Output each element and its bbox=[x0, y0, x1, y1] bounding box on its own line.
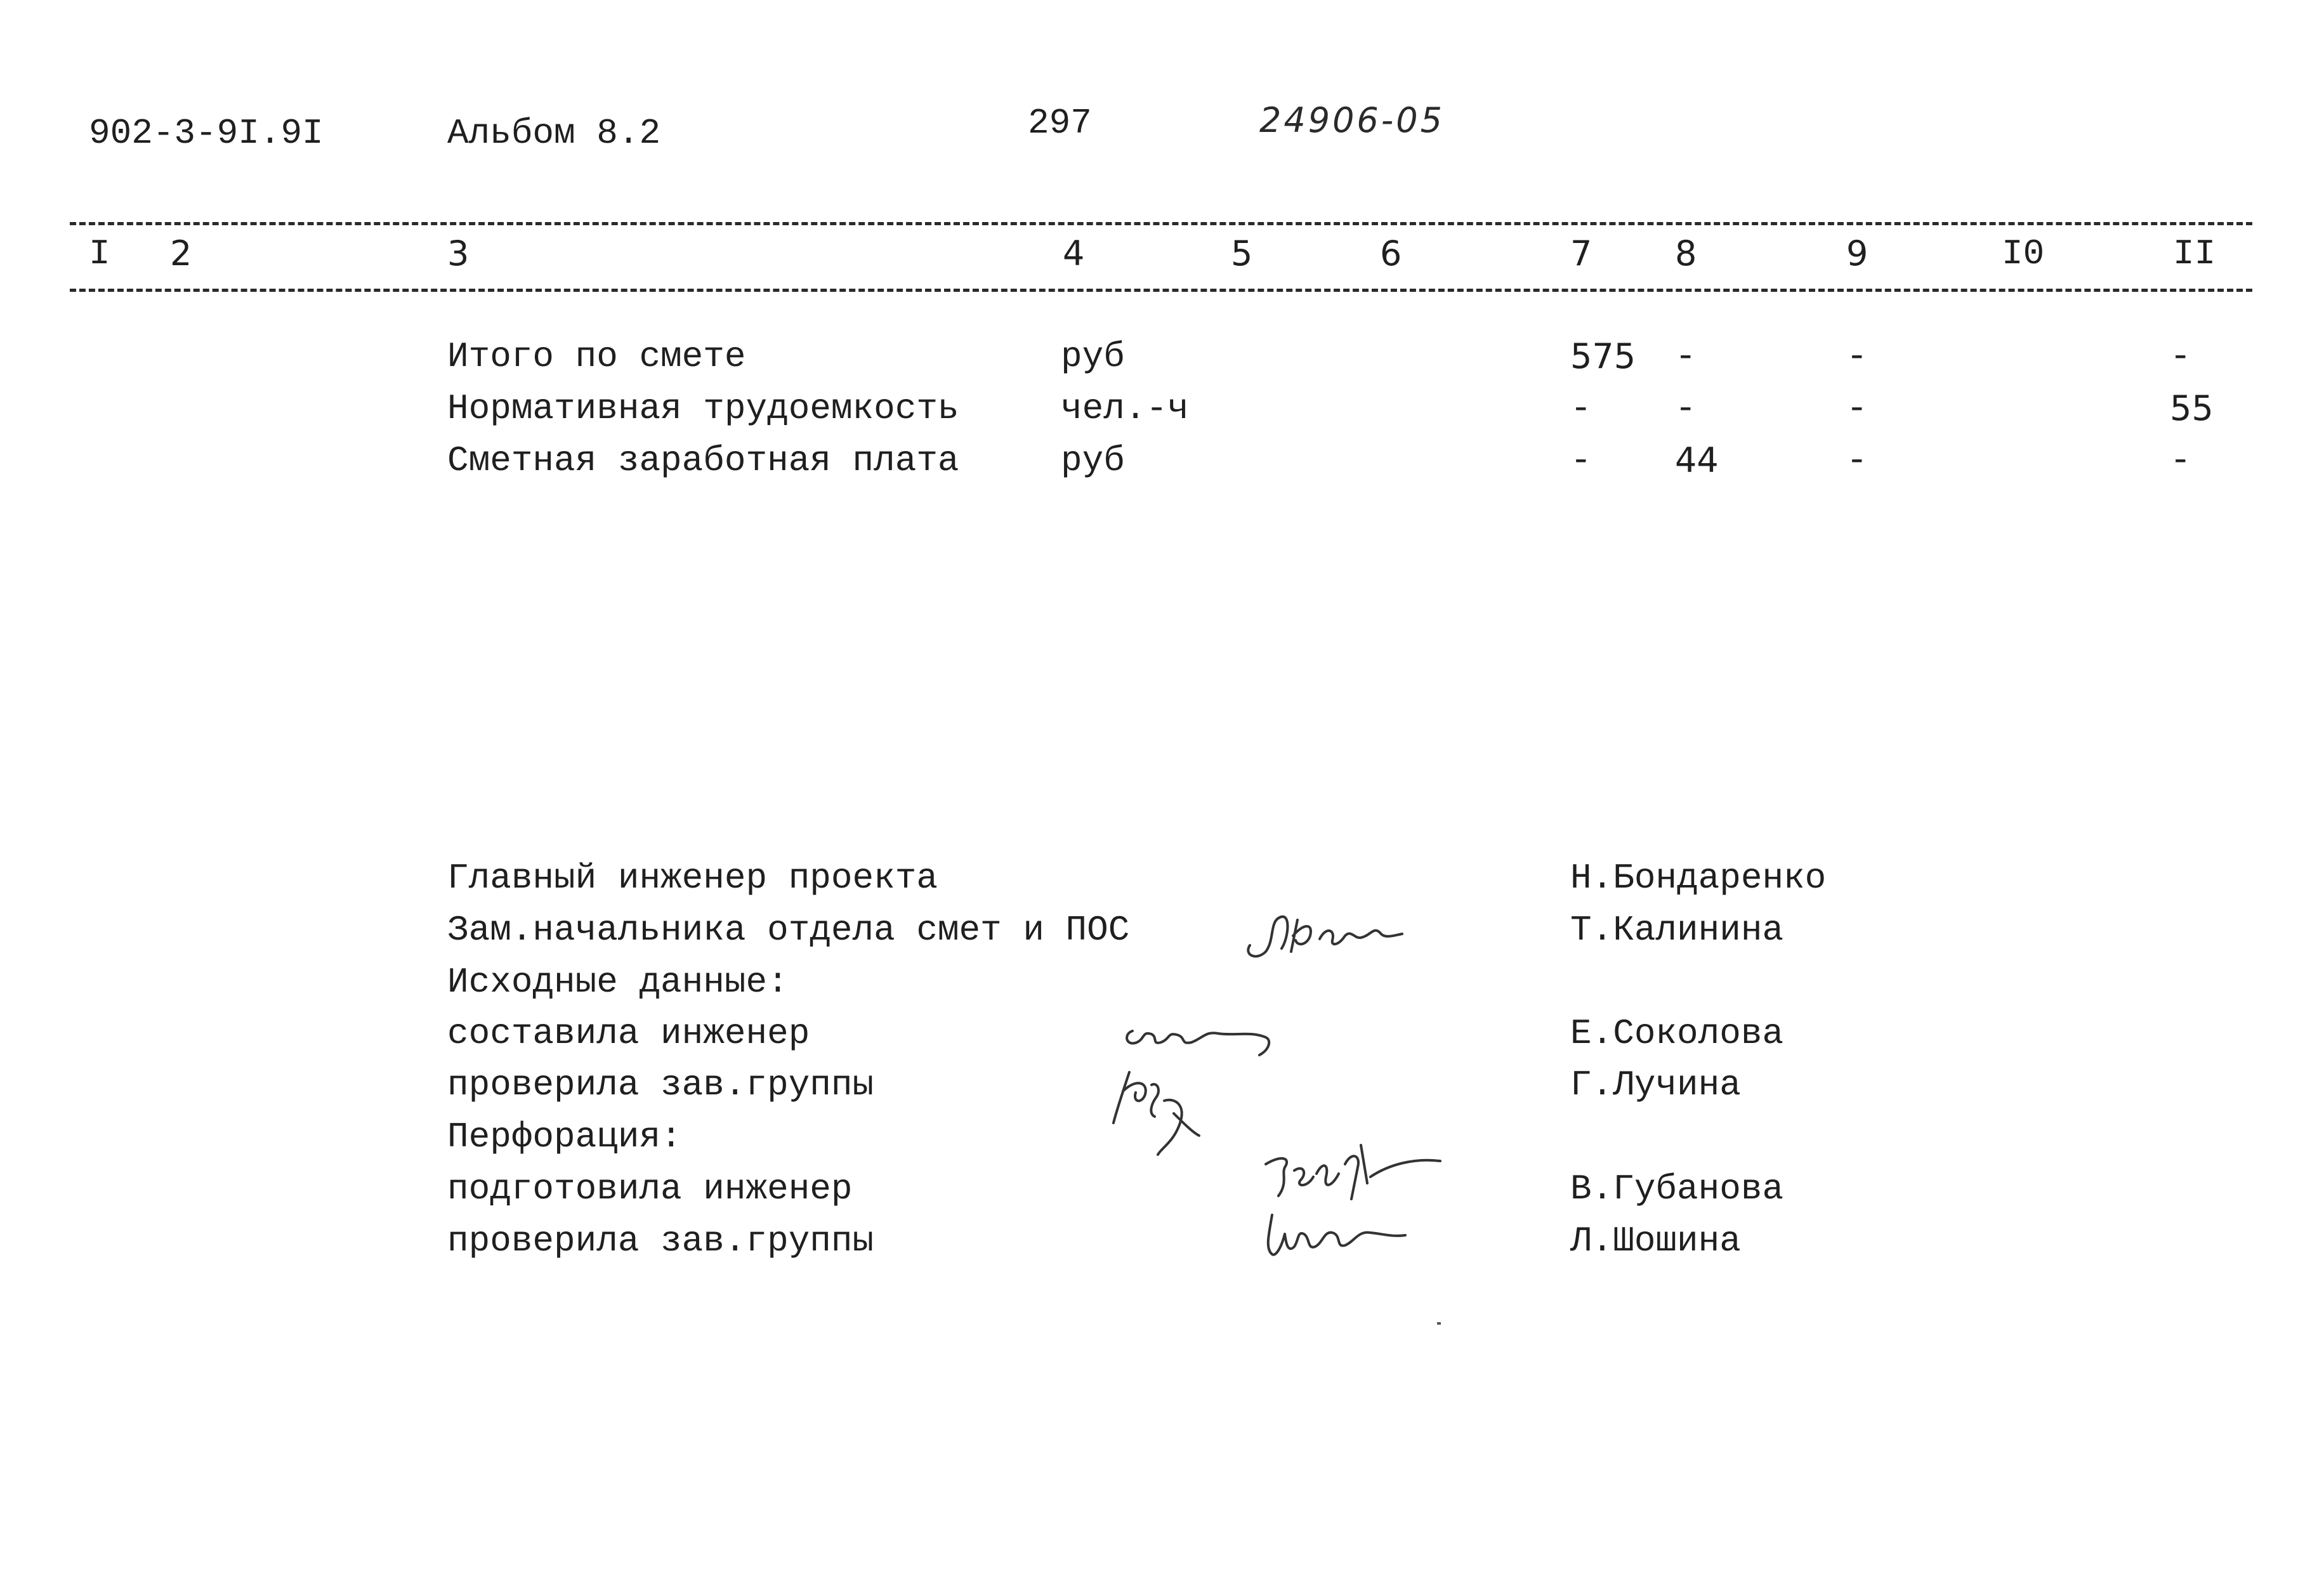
row-col8: - bbox=[1675, 336, 1697, 377]
row-col11: 55 bbox=[2170, 388, 2214, 428]
row-col11: - bbox=[2170, 336, 2191, 377]
signature-name: Л.Шошина bbox=[1570, 1221, 1741, 1261]
column-header: 9 bbox=[1846, 233, 1868, 273]
column-header: 3 bbox=[447, 233, 469, 273]
row-col9: - bbox=[1846, 388, 1868, 429]
signature-role: составила инженер bbox=[447, 1013, 810, 1054]
signature-role: проверила зав.группы bbox=[447, 1065, 874, 1105]
top-dashed-rule bbox=[70, 222, 2252, 225]
column-header: I0 bbox=[2002, 233, 2045, 274]
handwritten-signature bbox=[1237, 901, 1415, 971]
row-col7: - bbox=[1570, 388, 1592, 429]
row-col9: - bbox=[1846, 336, 1868, 377]
signature-role: подготовила инженер bbox=[447, 1169, 853, 1209]
row-label: Итого по смете bbox=[447, 336, 746, 377]
row-unit: руб bbox=[1061, 440, 1125, 481]
row-col11: - bbox=[2170, 440, 2191, 481]
column-header: 4 bbox=[1063, 233, 1085, 273]
row-col8: 44 bbox=[1675, 440, 1719, 480]
row-unit: руб bbox=[1061, 336, 1125, 377]
handwritten-signature bbox=[1104, 1053, 1224, 1161]
signature-role: Зам.начальника отдела смет и ПОС bbox=[447, 910, 1130, 950]
signature-section-heading: Перфорация: bbox=[447, 1117, 682, 1157]
column-header: I bbox=[89, 233, 110, 274]
bottom-dashed-rule bbox=[70, 289, 2252, 292]
handwritten-signature bbox=[1256, 1139, 1447, 1209]
signature-name: В.Губанова bbox=[1570, 1169, 1784, 1209]
scan-speck bbox=[1437, 1322, 1441, 1325]
column-header: II bbox=[2173, 233, 2216, 274]
row-unit: чел.-ч bbox=[1061, 388, 1189, 429]
column-header: 8 bbox=[1675, 233, 1697, 273]
column-header: 6 bbox=[1380, 233, 1402, 273]
page-number: 297 bbox=[1028, 103, 1092, 143]
signature-role: проверила зав.группы bbox=[447, 1221, 874, 1261]
row-col7: - bbox=[1570, 440, 1592, 481]
row-col9: - bbox=[1846, 440, 1868, 481]
album-label: Альбом 8.2 bbox=[447, 113, 661, 154]
row-label: Нормативная трудоемкость bbox=[447, 388, 959, 429]
row-label: Сметная заработная плата bbox=[447, 440, 959, 481]
signature-name: Т.Калинина bbox=[1570, 910, 1784, 950]
document-code: 902-3-9I.9I bbox=[89, 113, 324, 154]
row-col8: - bbox=[1675, 388, 1697, 429]
signature-name: Н.Бондаренко bbox=[1570, 858, 1827, 898]
signature-name: Е.Соколова bbox=[1570, 1013, 1784, 1054]
row-col7: 575 bbox=[1570, 336, 1636, 376]
handwritten-signature bbox=[1259, 1202, 1412, 1266]
inventory-number: 24906-05 bbox=[1259, 100, 1445, 140]
signature-name: Г.Лучина bbox=[1570, 1065, 1741, 1105]
signature-role: Главный инженер проекта bbox=[447, 858, 938, 898]
signature-section-heading: Исходные данные: bbox=[447, 962, 789, 1002]
column-header: 7 bbox=[1570, 233, 1592, 273]
column-header: 2 bbox=[170, 233, 192, 273]
column-header: 5 bbox=[1231, 233, 1253, 273]
